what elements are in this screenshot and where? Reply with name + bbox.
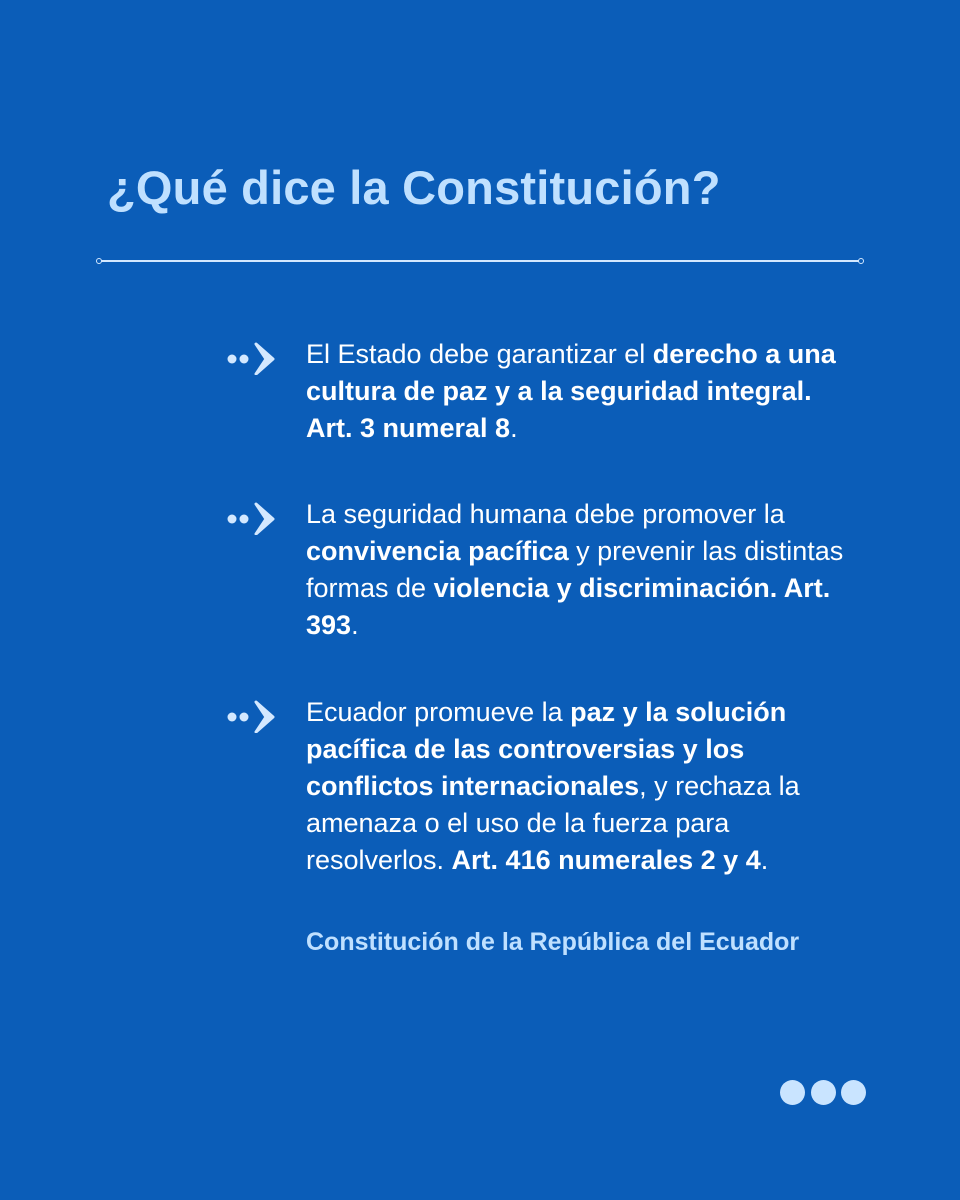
body-text: .	[351, 610, 359, 640]
page-title: ¿Qué dice la Constitución?	[107, 161, 721, 214]
body-text: , y rechaza la amenaza o el uso de la fuerza para resolverlos.	[306, 771, 800, 875]
body-text: y prevenir las distintas formas de	[306, 536, 844, 603]
body-text: .	[510, 413, 518, 443]
source-citation: Constitución de la República del Ecuador	[306, 928, 800, 956]
point-text	[306, 496, 846, 644]
point-text	[306, 336, 846, 447]
divider-end-right	[858, 258, 864, 264]
emphasis-text: paz y la solución pacífica de las controversias y los conflictos internacionales	[306, 697, 787, 801]
emphasis-text: Art. 416 numerales 2 y 4	[451, 845, 761, 875]
ellipsis-dots-icon	[780, 1080, 866, 1106]
body-text: Ecuador promueve la	[306, 697, 571, 727]
body-text: .	[760, 845, 769, 875]
more-dot	[841, 1080, 866, 1105]
title-divider	[96, 258, 864, 264]
dots-arrow-icon	[226, 699, 286, 733]
dots-arrow-icon	[226, 341, 286, 375]
emphasis-text: violencia y discriminación. Art. 393	[306, 573, 831, 640]
more-dot	[780, 1080, 805, 1105]
body-text: La seguridad humana debe promover la	[306, 499, 785, 529]
more-dot	[811, 1080, 836, 1105]
point-text	[306, 694, 846, 879]
emphasis-text: convivencia pacífica	[306, 536, 569, 566]
emphasis-text: derecho a una cultura de paz y a la seguridad integral. Art. 3 numeral 8	[306, 339, 836, 443]
divider-end-left	[96, 258, 102, 264]
dots-arrow-icon	[226, 501, 286, 535]
divider-line	[101, 260, 859, 262]
body-text: El Estado debe garantizar el	[306, 339, 653, 369]
